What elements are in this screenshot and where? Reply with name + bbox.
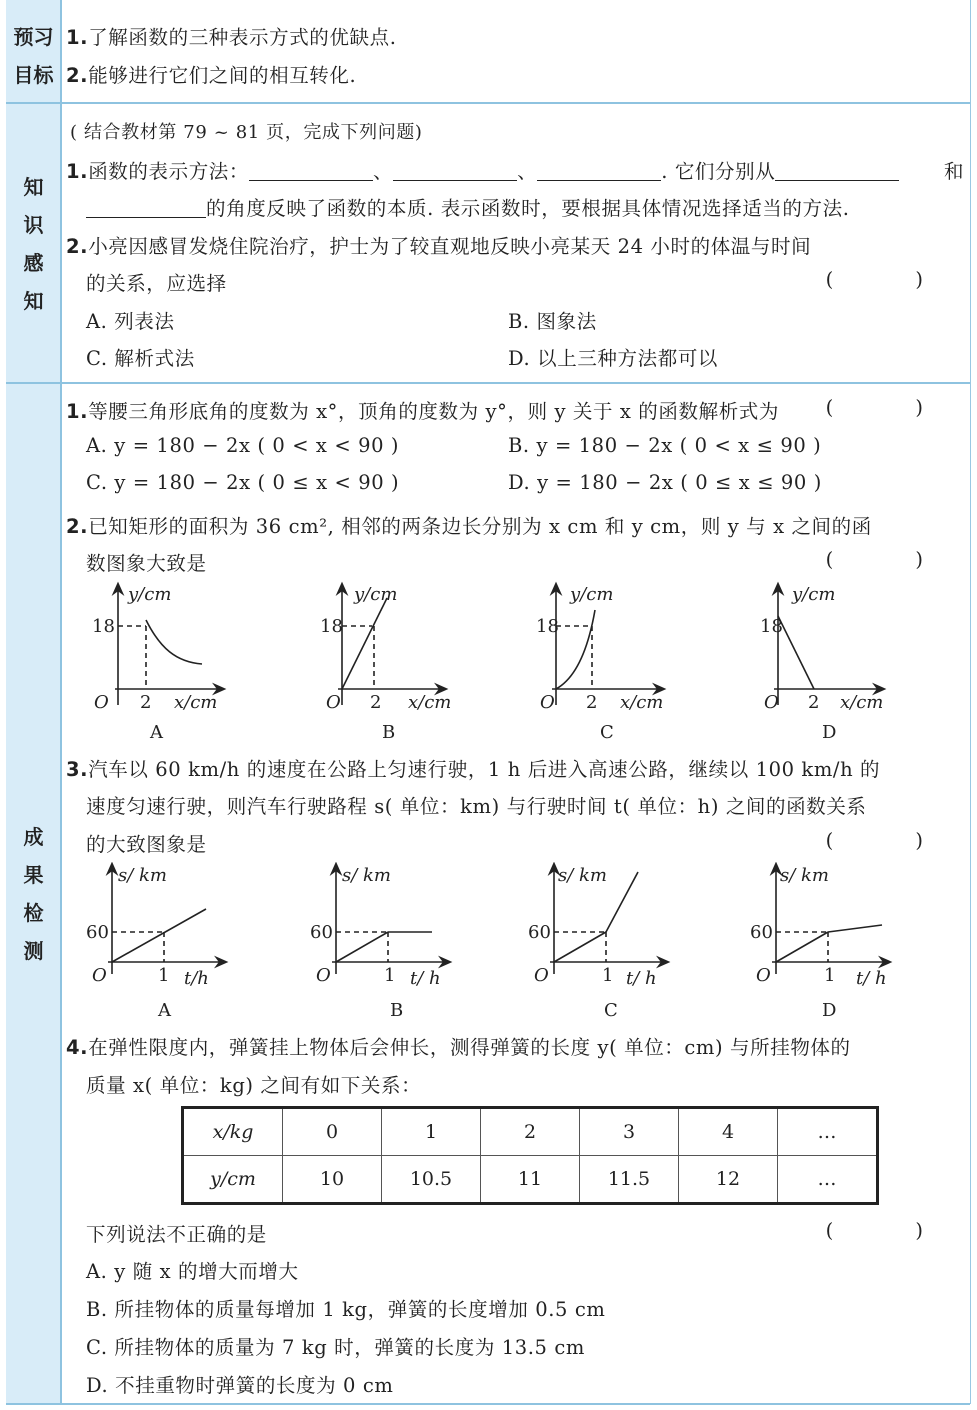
q3c-letter: C (604, 1000, 618, 1021)
side-label-knowledge: 知 识 感 知 (23, 175, 44, 313)
q2b-ylabel: y/cm (354, 584, 398, 605)
blank-1[interactable] (249, 162, 373, 181)
results-q4-option-a: A. y 随 x 的增大而增大 (86, 1260, 299, 1283)
results-q1-option-d: D. y = 180 − 2x ( 0 ≤ x ≤ 90 ) (508, 471, 822, 494)
results-q2-line2: 数图象大致是 (86, 552, 207, 575)
results-q1-stem: 1.等腰三角形底角的度数为 x°，顶角的度数为 y°，则 y 关于 x 的函数解析式为 (66, 400, 780, 423)
q3b-ylabel: s/ km (342, 865, 391, 886)
table-cell: 2 (481, 1108, 580, 1156)
spring-table (181, 1106, 879, 1205)
q3a-xlabel: t/h (184, 968, 209, 989)
q2-graph-b (338, 588, 442, 705)
q2d-ylabel: y/cm (792, 584, 836, 605)
section-divider-2 (6, 382, 970, 384)
answer-paren-r2[interactable]: ( ) (825, 548, 961, 571)
q3a-origin: O (92, 965, 107, 986)
q3c-xtick: 1 (602, 965, 614, 986)
q2c-ylabel: y/cm (570, 584, 614, 605)
table-cell: 11 (481, 1156, 580, 1204)
results-q4-line2: 质量 x( 单位：kg) 之间有如下关系： (86, 1074, 422, 1097)
table-row (183, 1156, 878, 1204)
knowledge-q2-line2: 的关系，应选择 (86, 272, 227, 295)
side-label-results: 成 果 检 测 (23, 825, 44, 963)
results-q4-option-c: C. 所挂物体的质量为 7 kg 时，弹簧的长度为 13.5 cm (86, 1336, 585, 1359)
results-q3-line1: 3.汽车以 60 km/h 的速度在公路上匀速行驶，1 h 后进入高速公路，继续以 100 km/h 的 (66, 758, 881, 781)
q2c-letter: C (600, 722, 614, 743)
section-divider-bottom (6, 1403, 970, 1405)
table-cell: … (778, 1156, 878, 1204)
q3b-ytick: 60 (310, 922, 333, 943)
q3b-letter: B (390, 1000, 404, 1021)
blank-2[interactable] (393, 162, 517, 181)
results-q4-option-b: B. 所挂物体的质量每增加 1 kg，弹簧的长度增加 0.5 cm (86, 1298, 606, 1321)
q2d-letter: D (822, 722, 837, 743)
table-cell: y/cm (183, 1156, 283, 1204)
knowledge-q2-option-b: B. 图象法 (508, 310, 597, 333)
q2c-xtick: 2 (586, 692, 598, 713)
q3d-letter: D (822, 1000, 837, 1021)
q2b-letter: B (382, 722, 396, 743)
q2-graph-c (552, 588, 660, 705)
results-q4-prompt: 下列说法不正确的是 (86, 1223, 267, 1246)
q2b-xtick: 2 (370, 692, 382, 713)
table-cell: 11.5 (580, 1156, 679, 1204)
goal-1: 1.了解函数的三种表示方式的优缺点. (66, 26, 397, 49)
answer-paren-r3[interactable]: ( ) (825, 829, 961, 852)
results-q2-line1: 2.已知矩形的面积为 36 cm², 相邻的两条边长分别为 x cm 和 y cm，则 y 与 x 之间的函 (66, 515, 872, 538)
q3b-origin: O (316, 965, 331, 986)
answer-paren-r1[interactable]: ( ) (825, 396, 961, 419)
q2b-ytick: 18 (320, 616, 343, 637)
q2a-xlabel: x/cm (174, 692, 218, 713)
table-cell: 3 (580, 1108, 679, 1156)
table-cell: 12 (679, 1156, 778, 1204)
knowledge-q1-and: 和 (944, 160, 965, 183)
q2b-xlabel: x/cm (408, 692, 452, 713)
results-q1-option-c: C. y = 180 − 2x ( 0 ≤ x < 90 ) (86, 471, 400, 494)
q2d-xlabel: x/cm (840, 692, 884, 713)
q2a-letter: A (150, 722, 163, 743)
answer-paren-r4[interactable]: ( ) (825, 1219, 961, 1242)
q2c-origin: O (540, 692, 555, 713)
q2a-xtick: 2 (140, 692, 152, 713)
q3a-xtick: 1 (158, 965, 170, 986)
q2d-origin: O (764, 692, 779, 713)
q2d-xtick: 2 (808, 692, 820, 713)
table-cell: 10.5 (382, 1156, 481, 1204)
knowledge-q2-option-d: D. 以上三种方法都可以 (508, 347, 719, 370)
q3c-ytick: 60 (528, 922, 551, 943)
results-q4-line1: 4.在弹性限度内，弹簧挂上物体后会伸长，测得弹簧的长度 y( 单位：cm) 与所挂物体的 (66, 1036, 851, 1059)
q3d-ylabel: s/ km (780, 865, 829, 886)
table-row (183, 1108, 878, 1156)
q3d-origin: O (756, 965, 771, 986)
q2a-ytick: 18 (92, 616, 115, 637)
q3c-xlabel: t/ h (626, 968, 657, 989)
goal-2: 2.能够进行它们之间的相互转化. (66, 64, 357, 87)
blank-5[interactable] (86, 199, 206, 218)
knowledge-q2-option-a: A. 列表法 (86, 310, 175, 333)
blank-4[interactable] (775, 162, 899, 181)
q3a-ytick: 60 (86, 922, 109, 943)
knowledge-q2-option-c: C. 解析式法 (86, 347, 195, 370)
results-q1-option-a: A. y = 180 − 2x ( 0 < x < 90 ) (86, 434, 400, 457)
q3a-letter: A (158, 1000, 171, 1021)
knowledge-intro: ( 结合教材第 79 ~ 81 页，完成下列问题) (70, 122, 423, 143)
q3d-xlabel: t/ h (856, 968, 887, 989)
q3b-xlabel: t/ h (410, 968, 441, 989)
results-q4-option-d: D. 不挂重物时弹簧的长度为 0 cm (86, 1374, 394, 1397)
side-label-goal: 预习 目标 (13, 25, 54, 87)
q3d-ytick: 60 (750, 922, 773, 943)
knowledge-q1-line2: 的角度反映了函数的本质. 表示函数时，要根据具体情况选择适当的方法. (86, 193, 850, 221)
results-q3-line2: 速度匀速行驶，则汽车行驶路程 s( 单位：km) 与行驶时间 t( 单位：h) 之间的函数关系 (86, 795, 867, 818)
knowledge-q1-line1: 1.函数的表示方法： 、 、 . 它们分别从 (66, 156, 899, 184)
q2c-ytick: 18 (536, 616, 559, 637)
section-divider-1 (6, 102, 970, 104)
table-cell: x/kg (183, 1108, 283, 1156)
q2a-ylabel: y/cm (128, 584, 172, 605)
q2a-origin: O (94, 692, 109, 713)
q2-graph-a (115, 588, 220, 705)
table-cell: … (778, 1108, 878, 1156)
q3c-origin: O (534, 965, 549, 986)
table-cell: 0 (283, 1108, 382, 1156)
table-cell: 1 (382, 1108, 481, 1156)
q3c-ylabel: s/ km (558, 865, 607, 886)
q3d-xtick: 1 (824, 965, 836, 986)
table-cell: 4 (679, 1108, 778, 1156)
q2d-ytick: 18 (760, 616, 783, 637)
q2c-xlabel: x/cm (620, 692, 664, 713)
q3b-xtick: 1 (384, 965, 396, 986)
blank-3[interactable] (537, 162, 661, 181)
results-q1-option-b: B. y = 180 − 2x ( 0 < x ≤ 90 ) (508, 434, 822, 457)
knowledge-q2-line1: 2.小亮因感冒发烧住院治疗，护士为了较直观地反映小亮某天 24 小时的体温与时间 (66, 235, 812, 258)
answer-paren-k2[interactable]: ( ) (825, 268, 961, 291)
q2b-origin: O (326, 692, 341, 713)
q2-graph-d (774, 588, 880, 705)
table-cell: 10 (283, 1156, 382, 1204)
q3a-ylabel: s/ km (118, 865, 167, 886)
results-q3-line3: 的大致图象是 (86, 833, 207, 856)
